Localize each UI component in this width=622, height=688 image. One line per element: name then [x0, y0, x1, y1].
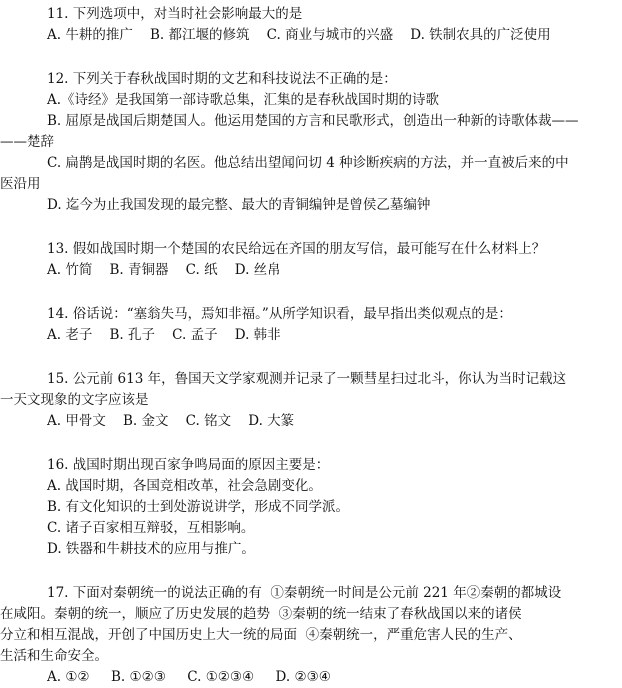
question-16 — [47, 455, 582, 560]
option-b: B. 有文化知识的士到处游说讲学，形成不同学派。 — [47, 499, 350, 515]
question-11 — [47, 4, 582, 46]
question-stem: 12. 下列关于春秋战国时期的文艺和科技说法不正确的是： — [47, 71, 397, 87]
option-c: C. 诸子百家相互辩驳，互相影响。 — [47, 520, 255, 536]
option-b-continuation: ——楚辞 — [0, 134, 54, 150]
options-line: A. ①② B. ①②③ C. ①②③④ D. ②③④ — [47, 669, 331, 685]
option-c: C. 扁鹊是战国时期的名医。他总结出望闻问切 4 种诊断疾病的方法，并一直被后来的中 — [47, 155, 569, 171]
option-d: D. 迄今为止我国发现的最完整、最大的青铜编钟是曾侯乙墓编钟 — [47, 197, 431, 213]
question-stem-line-1: 17. 下面对秦朝统一的说法正确的有 ①秦朝统一时间是公元前 221 年②秦朝的都城设 — [47, 585, 562, 601]
option-d: D. 铁器和牛耕技术的应用与推广。 — [47, 541, 255, 557]
option-a: A.《诗经》是我国第一部诗歌总集，汇集的是春秋战国时期的诗歌 — [47, 92, 440, 108]
question-stem: 16. 战国时期出现百家争鸣局面的原因主要是： — [47, 457, 330, 473]
question-17 — [0, 583, 582, 688]
question-13 — [47, 239, 582, 281]
question-stem-line-1: 15. 公元前 613 年，鲁国天文学家观测并记录了一颗彗星扫过北斗，你认为当时记载这 — [47, 371, 567, 387]
question-12 — [0, 69, 582, 216]
option-a: A. 战国时期，各国竞相改革，社会急剧变化。 — [47, 478, 322, 494]
options-line: A. 牛耕的推广 B. 都江堰的修筑 C. 商业与城市的兴盛 D. 铁制农具的广泛使用 — [47, 27, 551, 43]
options-line: A. 甲骨文 B. 金文 C. 铭文 D. 大篆 — [47, 413, 295, 429]
question-stem-line-4: 生活和生命安全。 — [0, 648, 108, 664]
options-line: A. 竹简 B. 青铜器 C. 纸 D. 丝帛 — [47, 262, 281, 278]
question-15 — [0, 369, 582, 432]
question-stem-line-3: 分立和相互混战，开创了中国历史上大一统的局面 ④秦朝统一，严重危害人民的生产、 — [0, 627, 522, 643]
question-stem-line-2: 一天文现象的文字应该是 — [0, 392, 149, 408]
options-line: A. 老子 B. 孔子 C. 孟子 D. 韩非 — [47, 327, 281, 343]
question-stem-line-2: 在咸阳。秦朝的统一，顺应了历史发展的趋势 ③秦朝的统一结束了春秋战国以来的诸侯 — [0, 606, 522, 622]
question-14 — [47, 304, 582, 346]
question-stem: 11. 下列选项中，对当时社会影响最大的是 — [47, 6, 303, 22]
option-b: B. 屈原是战国后期楚国人。他运用楚国的方言和民歌形式，创造出一种新的诗歌体裁—— — [47, 113, 579, 129]
question-stem: 14. 俗话说：“塞翁失马，焉知非福。”从所学知识看，最早指出类似观点的是： — [47, 306, 512, 322]
question-stem: 13. 假如战国时期一个楚国的农民给远在齐国的朋友写信，最可能写在什么材料上？ — [47, 241, 546, 257]
option-c-continuation: 医沿用 — [0, 176, 41, 192]
